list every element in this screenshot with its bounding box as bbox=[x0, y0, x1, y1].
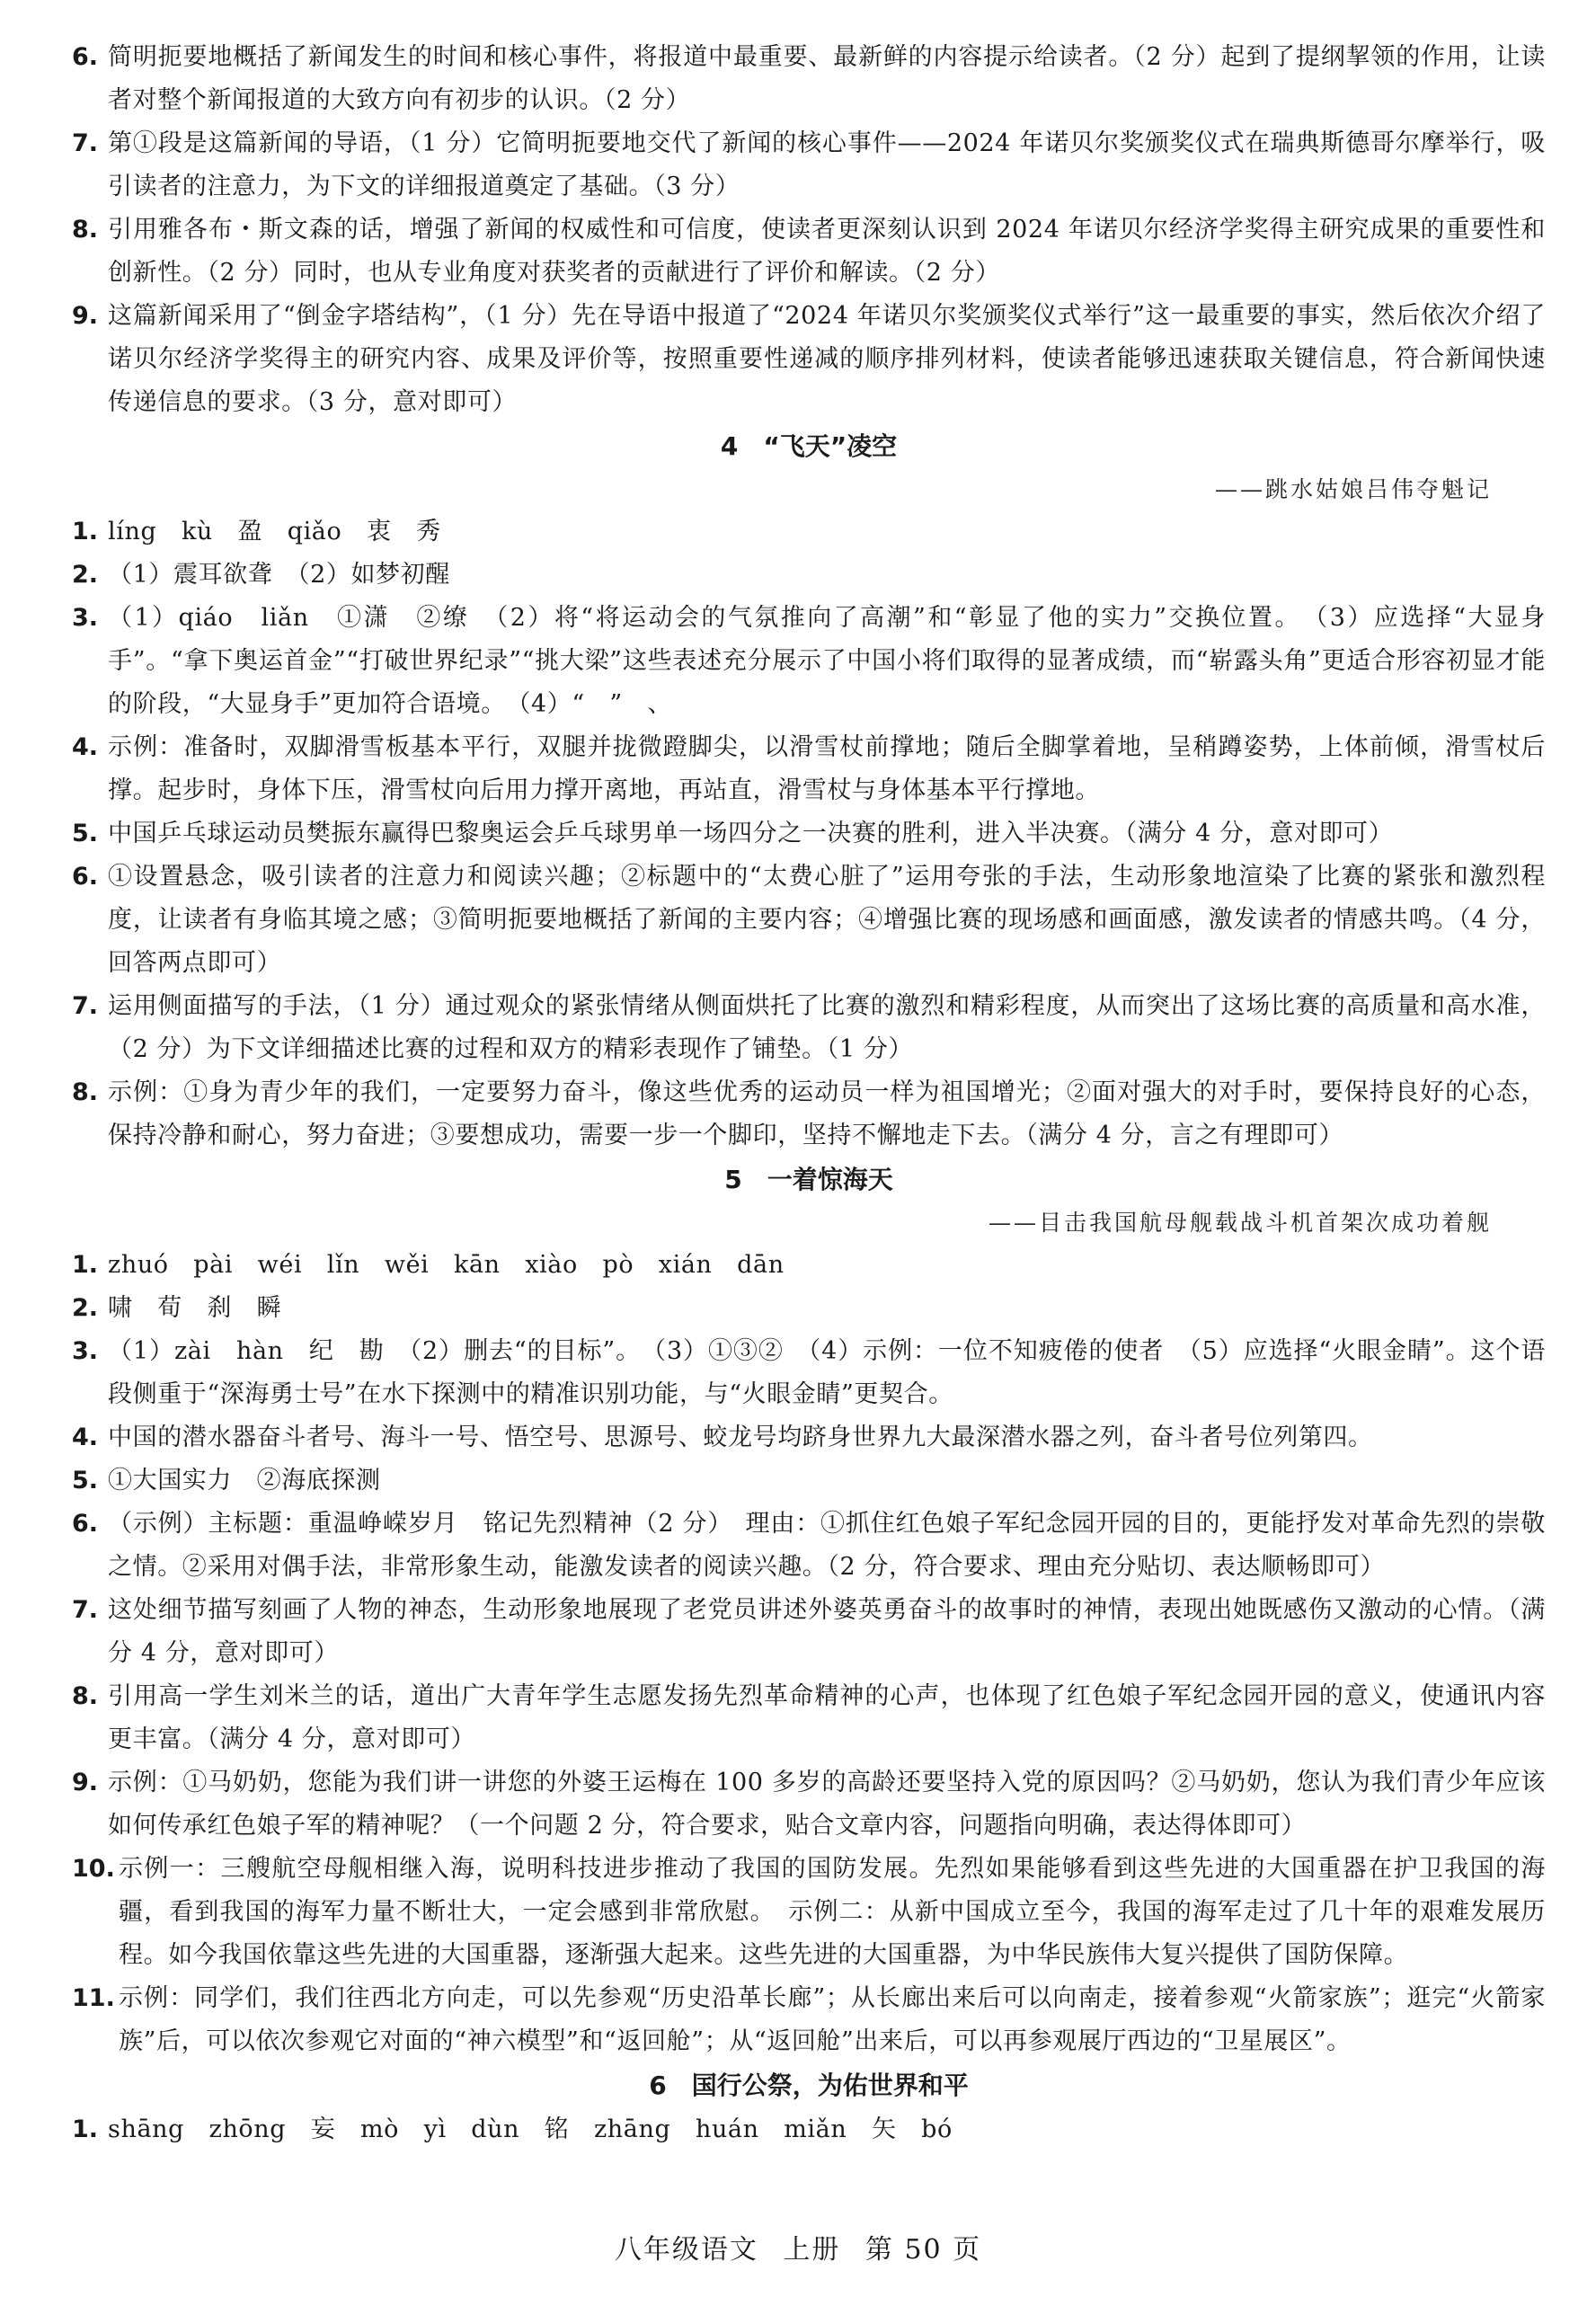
answer-text: shāng zhōng 妄 mò yì dùn 铭 zhāng huán miǎn 矢 bó bbox=[108, 2115, 953, 2143]
footer-page-number: 第 50 页 bbox=[864, 2234, 982, 2266]
answer-item bbox=[72, 1503, 1546, 1589]
answer-text: （1）震耳欲聋 （2）如梦初醒 bbox=[108, 561, 450, 589]
answer-number: 1. bbox=[72, 518, 99, 545]
footer-volume: 上册 bbox=[783, 2234, 841, 2266]
answer-number: 7. bbox=[72, 992, 99, 1020]
answer-text: 运用侧面描写的手法，（1 分）通过观众的紧张情绪从侧面烘托了比赛的激烈和精彩程度，从而突出了这场比赛的高质量和高水准，（2 分）为下文详细描述比赛的过程和双方的精彩表现作了铺垫。（1 分） bbox=[108, 992, 1546, 1063]
answer-text: 这处细节描写刻画了人物的神态，生动形象地展现了老党员讲述外婆英勇奋斗的故事时的神情，表现出她既感伤又激动的心情。（满分 4 分，意对即可） bbox=[108, 1596, 1546, 1667]
answer-item bbox=[72, 985, 1546, 1071]
section-number: 4 bbox=[720, 431, 739, 461]
answer-item bbox=[72, 1459, 1546, 1503]
answer-item bbox=[72, 1977, 1546, 2063]
answer-text: 示例一：三艘航空母舰相继入海，说明科技进步推动了我国的国防发展。先烈如果能够看到这些先进的大国重器在护卫我国的海疆，看到我国的海军力量不断壮大，一定会感到非常欣慰。 示例二：从新中国成立至今，我国的海军走过了几十年的艰难发展历程。如今我国依靠这些先进的大国重器，逐渐强大起来。这些先进的大国重器，为中华民族伟大复兴提供了国防保障。 bbox=[119, 1855, 1546, 1969]
answer-number: 9. bbox=[72, 302, 99, 330]
answer-item bbox=[72, 1330, 1546, 1416]
answer-number: 10. bbox=[72, 1855, 115, 1883]
section-title bbox=[72, 424, 1546, 469]
answer-number: 4. bbox=[72, 733, 99, 761]
answer-item bbox=[72, 510, 1546, 554]
section-title-text: “飞天”凌空 bbox=[763, 431, 898, 461]
answer-text: 第①段是这篇新闻的导语，（1 分）它简明扼要地交代了新闻的核心事件——2024 年诺贝尔奖颁奖仪式在瑞典斯德哥尔摩举行，吸引读者的注意力，为下文的详细报道奠定了基础。（3 分） bbox=[108, 129, 1546, 200]
answer-number: 8. bbox=[72, 216, 99, 244]
answer-number: 3. bbox=[72, 604, 99, 632]
answer-item bbox=[72, 726, 1546, 812]
answer-text: 这篇新闻采用了“倒金字塔结构”，（1 分）先在导语中报道了“2024 年诺贝尔奖颁奖仪式举行”这一最重要的事实，然后依次介绍了诺贝尔经济学奖得主的研究内容、成果及评价等，按照重要性递减的顺序排列材料，使读者能够迅速获取关键信息，符合新闻快速传递信息的要求。（3 分，意对即可） bbox=[108, 302, 1546, 416]
answer-number: 1. bbox=[72, 2115, 99, 2143]
answer-text: ①设置悬念，吸引读者的注意力和阅读兴趣；②标题中的“太费心脏了”运用夸张的手法，生动形象地渲染了比赛的紧张和激烈程度，让读者有身临其境之感；③简明扼要地概括了新闻的主要内容；④增强比赛的现场感和画面感，激发读者的情感共鸣。（4 分，回答两点即可） bbox=[108, 863, 1546, 977]
answer-item bbox=[72, 208, 1546, 295]
answer-number: 2. bbox=[72, 1294, 99, 1322]
answer-number: 1. bbox=[72, 1251, 99, 1279]
answer-text: 中国的潜水器奋斗者号、海斗一号、悟空号、思源号、蛟龙号均跻身世界九大最深潜水器之列，奋斗者号位列第四。 bbox=[108, 1423, 1373, 1451]
answer-text: 示例：同学们，我们往西北方向走，可以先参观“历史沿革长廊”；从长廊出来后可以向南走，接着参观“火箭家族”；逛完“火箭家族”后，可以依次参观它对面的“神六模型”和“返回舱”；从“返回舱”出来后，可以再参观展厅西边的“卫星展区”。 bbox=[119, 1984, 1546, 2055]
answer-text: 示例：①马奶奶，您能为我们讲一讲您的外婆王运梅在 100 多岁的高龄还要坚持入党的原因吗？②马奶奶，您认为我们青少年应该如何传承红色娘子军的精神呢？（一个问题 2 分，符合要求，贴合文章内容，问题指向明确，表达得体即可） bbox=[108, 1769, 1546, 1840]
answer-item bbox=[72, 1416, 1546, 1459]
answer-number: 2. bbox=[72, 561, 99, 589]
answer-item bbox=[72, 1761, 1546, 1848]
answer-text: 中国乒乓球运动员樊振东赢得巴黎奥运会乒乓球男单一场四分之一决赛的胜利，进入半决赛。（满分 4 分，意对即可） bbox=[108, 820, 1394, 847]
answer-item bbox=[72, 554, 1546, 597]
answer-item bbox=[72, 1244, 1546, 1287]
answer-item bbox=[72, 597, 1546, 726]
section-subtitle: ——目击我国航母舰载战斗机首架次成功着舰 bbox=[988, 1210, 1492, 1236]
answer-text: ①大国实力 ②海底探测 bbox=[108, 1467, 381, 1494]
answer-number: 7. bbox=[72, 1596, 99, 1624]
section-title bbox=[72, 1157, 1546, 1202]
section-number: 6 bbox=[649, 2071, 667, 2100]
answer-text: 示例：①身为青少年的我们，一定要努力奋斗，像这些优秀的运动员一样为祖国增光；②面对强大的对手时，要保持良好的心态，保持冷静和耐心，努力奋进；③要想成功，需要一步一个脚印，坚持不懈地走下去。（满分 4 分，言之有理即可） bbox=[108, 1078, 1546, 1149]
answer-item bbox=[72, 1287, 1546, 1330]
answer-number: 5. bbox=[72, 820, 99, 847]
answer-number: 6. bbox=[72, 43, 99, 71]
answer-item bbox=[72, 36, 1546, 122]
answer-number: 7. bbox=[72, 129, 99, 157]
answer-item bbox=[72, 1071, 1546, 1157]
answer-item bbox=[72, 295, 1546, 424]
answer-text: （示例）主标题：重温峥嵘岁月 铭记先烈精神（2 分） 理由：①抓住红色娘子军纪念园开园的目的，更能抒发对革命先烈的崇敬之情。②采用对偶手法，非常形象生动，能激发读者的阅读兴趣。（2 分，符合要求、理由充分贴切、表达顺畅即可） bbox=[108, 1510, 1546, 1581]
answer-number: 9. bbox=[72, 1769, 99, 1796]
answer-number: 4. bbox=[72, 1423, 99, 1451]
answer-text: （1）qiáo liǎn ①潇 ②缭 （2）将“将运动会的气氛推向了高潮”和“彰显了他的实力”交换位置。 （3）应选择“大显身手”。“拿下奥运首金”“打破世界纪录”“挑大梁”这些表述充分展示了中国小将们取得的显著成绩，而“崭露头角”更适合形容初显才能的阶段，“大显身手”更加符合语境。 （4）“ ” 、 bbox=[108, 604, 1546, 718]
page-footer bbox=[0, 2227, 1596, 2266]
answer-number: 3. bbox=[72, 1337, 99, 1365]
section-number: 5 bbox=[724, 1165, 742, 1194]
answer-item bbox=[72, 2108, 1546, 2151]
answer-number: 6. bbox=[72, 1510, 99, 1538]
answer-text: 简明扼要地概括了新闻发生的时间和核心事件，将报道中最重要、最新鲜的内容提示给读者。（2 分）起到了提纲挈领的作用，让读者对整个新闻报道的大致方向有初步的认识。（2 分） bbox=[108, 43, 1546, 114]
answer-text: zhuó pài wéi lǐn wěi kān xiào pò xián dān bbox=[108, 1251, 785, 1279]
answer-text: 引用高一学生刘米兰的话，道出广大青年学生志愿发扬先烈革命精神的心声，也体现了红色娘子军纪念园开园的意义，使通讯内容更丰富。（满分 4 分，意对即可） bbox=[108, 1682, 1546, 1753]
answer-number: 6. bbox=[72, 863, 99, 891]
footer-grade: 八年级语文 bbox=[614, 2234, 758, 2266]
answer-item bbox=[72, 1589, 1546, 1675]
answer-item bbox=[72, 122, 1546, 208]
answer-text: líng kù 盈 qiǎo 衷 秀 bbox=[108, 518, 441, 545]
answer-number: 11. bbox=[72, 1984, 115, 2012]
answer-item bbox=[72, 856, 1546, 985]
answer-number: 8. bbox=[72, 1682, 99, 1710]
answer-text: 引用雅各布・斯文森的话，增强了新闻的权威性和可信度，使读者更深刻认识到 2024 年诺贝尔经济学奖得主研究成果的重要性和创新性。（2 分）同时，也从专业角度对获奖者的贡献进行了评价和解读。（2 分） bbox=[108, 216, 1546, 287]
answer-item bbox=[72, 812, 1546, 856]
section-title-text: 一着惊海天 bbox=[767, 1165, 893, 1194]
answer-number: 5. bbox=[72, 1467, 99, 1494]
answer-text: 示例：准备时，双脚滑雪板基本平行，双腿并拢微蹬脚尖，以滑雪杖前撑地；随后全脚掌着地，呈稍蹲姿势，上体前倾，滑雪杖后撑。起步时，身体下压，滑雪杖向后用力撑开离地，再站直，滑雪杖与身体基本平行撑地。 bbox=[108, 733, 1546, 804]
answer-item bbox=[72, 1675, 1546, 1761]
answer-text: （1）zài hàn 纪 勘 （2）删去“的目标”。 （3）①③② （4）示例：一位不知疲倦的使者 （5）应选择“火眼金睛”。这个语段侧重于“深海勇士号”在水下探测中的精准识别功能，与“火眼金睛”更契合。 bbox=[108, 1337, 1546, 1408]
answer-number: 8. bbox=[72, 1078, 99, 1106]
section-title-text: 国行公祭，为佑世界和平 bbox=[691, 2071, 969, 2100]
section-title bbox=[72, 2063, 1546, 2108]
section-subtitle: ——跳水姑娘吕伟夺魁记 bbox=[1214, 476, 1492, 502]
answer-text: 啸 荀 刹 瞬 bbox=[108, 1294, 282, 1322]
answer-item bbox=[72, 1848, 1546, 1977]
answer-page bbox=[72, 36, 1546, 2151]
